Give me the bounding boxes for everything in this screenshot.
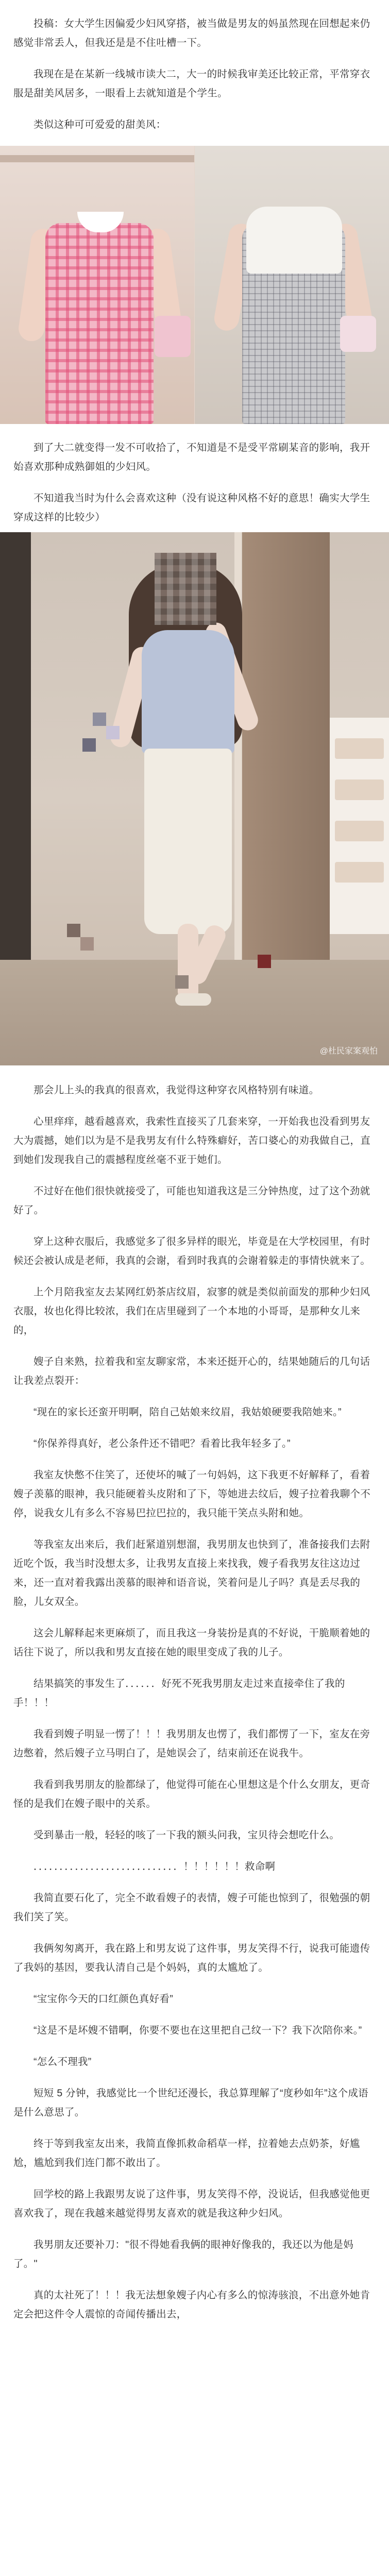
mosaic-block <box>82 738 96 752</box>
article-paragraph: “怎么不理我” <box>33 2056 92 2067</box>
mosaic-block <box>106 726 120 739</box>
pink-plaid-dress <box>45 223 154 424</box>
article-paragraph: 类似这种可可爱爱的甜美风： <box>33 119 166 130</box>
article-paragraph: 不过好在他们很快就接受了，可能也知道我这是三分钟热度，过了这个劲就好了。 <box>13 1185 370 1216</box>
mosaic-block <box>258 955 271 968</box>
article-paragraph: 等我室友出来后，我们赶紧道别想溜，我男朋友也快到了，准备接我们去附近吃个饭，我当时没想太多，让我男友直接上来找我，嫂子看我男友往这边过来，还一直对着我露出羡慕的眼神和语音说，笑着问是儿子吗？真是丢尽我的脸，儿女双全。 <box>13 1539 370 1607</box>
article-paragraph: 我室友快憋不住笑了，还使坏的喊了一句妈妈，这下我更不好解释了，看着嫂子羡慕的眼神，我只能硬着头皮附和了下，等她进去纹后，嫂子拉着我聊个不停，说我女儿有多么不容易巴拉巴拉的，我只能干笑点头附和她。 <box>13 1469 371 1519</box>
article-paragraph: 不知道我当时为什么会喜欢这种（没有说这种风格不好的意思！确实大学生穿成这样的比较少） <box>13 493 370 523</box>
article-paragraph: 我现在是在某新一线城市读大二，大一的时候我审美还比较正常，平常穿衣服是甜美风居多，一眼看上去就知道是个学生。 <box>13 69 370 99</box>
article-paragraph: ．．．．．．．．．．．．．．．．．．．．．．．．．．．．！！！！！！救命啊 <box>33 1861 276 1872</box>
article-paragraph: 心里痒痒，越看越喜欢，我索性直接买了几套来穿，一开始我也没看到男友大为震撼，她们以为是不是我男友有什么特殊癖好，苦口婆心的劝我做自己，直到她们发现我自己的震撼程度丝毫不亚于她们。 <box>13 1116 371 1165</box>
mosaic-block <box>93 713 106 726</box>
article-paragraph: 到了大二就变得一发不可收拾了，不知道是不是受平常刷某音的影响，我开始喜欢那种成熟御姐的少妇风。 <box>13 442 370 472</box>
shoe-box <box>335 779 384 800</box>
article-paragraph: 我看到我男朋友的脸都绿了，他觉得可能在心里想这是个什么女朋友，更奇怪的是我们在嫂子眼中的关系。 <box>13 1779 370 1809</box>
article-paragraph: 我俩匆匆离开，我在路上和男友说了这件事，男友笑得不行，说我可能遗传了我妈的基因，要我认清自己是个妈妈，真的太尴尬了。 <box>13 1943 370 1973</box>
article-paragraph: 回学校的路上我跟男友说了这件事，男友笑得不停，没说话，但我感觉他更喜欢我了，现在我越来越觉得男友喜欢的就是我这种少妇风。 <box>13 2189 370 2219</box>
white-top <box>246 207 342 274</box>
article-paragraph: 上个月陪我室友去某网红奶茶店纹眉，寂寥的就是类似前面发的那种少妇风衣服，妆也化得比较浓，我们在店里碰到了一个本地的小哥哥，是那种女儿来的， <box>13 1286 370 1336</box>
article-paragraph: 投稿：女大学生因偏爱少妇风穿搭，被当做是男友的妈虽然现在回想起来仍感觉非常丢人，但我还是是不住吐槽一下。 <box>13 18 370 48</box>
mosaic-block <box>80 937 94 951</box>
blue-knit-top <box>142 630 234 754</box>
article-paragraph: 短短 5 分钟，我感觉比一个世纪还漫长，我总算理解了“度秒如年”这个成语是什么意思了。 <box>13 2088 368 2118</box>
article-paragraph: 我简直要石化了，完全不敢看嫂子的表情，嫂子可能也惊到了，很勉强的朝我们笑了笑。 <box>13 1892 370 1923</box>
article-paragraph: 穿上这种衣服后，我感觉多了很多异样的眼光，毕竟是在大学校园里，有时候还会被认成是老师，我真的会谢，看到时我真的会谢着躲走的事情快就来了。 <box>13 1236 371 1266</box>
article-paragraph: “你保养得真好，老公条件还不错吧？看着比我年轻多了。” <box>33 1438 291 1449</box>
article-paragraph: 那会儿上头的我真的很喜欢，我觉得这种穿衣风格特别有味道。 <box>33 1084 319 1096</box>
sweet-style-photo <box>0 146 389 424</box>
mature-style-photo <box>0 532 389 1065</box>
white-midi-skirt <box>144 749 232 934</box>
article-paragraph: 受到暴击一般，轻轻的咳了一下我的额头问我，宝贝待会想吃什么。 <box>33 1829 340 1841</box>
article-paragraph: “这是不是坏嫂不错啊，你要不要也在这里把自己纹一下？我下次陪你来。” <box>33 2025 362 2036</box>
article-paragraph: 结果搞笑的事发生了．．．．．．好死不死我男朋友走过来直接牵住了我的手！！！ <box>13 1678 345 1708</box>
handbag <box>155 316 191 357</box>
article-paragraph: “现在的家长还蛮开明啊，陪自己姑娘来纹眉，我姑娘硬要我陪她来。” <box>33 1406 342 1418</box>
shoe-box <box>335 738 384 759</box>
article-paragraph: 这会儿解释起来更麻烦了，而且我这一身装扮是真的不好说，干脆顺着她的话往下说了，所以我和男友直接在她的眼里变成了我的儿子。 <box>13 1628 370 1658</box>
shoe-box <box>335 862 384 883</box>
watermark: @杜民家案观怕 <box>319 1047 378 1056</box>
article-paragraph: 真的太社死了！！！我无法想象嫂子内心有多么的惊涛骇浪，不出意外她肯定会把这件令人震惊的奇闻传播出去， <box>13 2290 370 2320</box>
mosaic-block <box>67 924 80 937</box>
article-paragraph: 终于等到我室友出来，我简直像抓救命稻草一样，拉着她去点奶茶，好尴尬，尴尬到我们连门都不敢出了。 <box>13 2138 360 2168</box>
shoe-box <box>335 821 384 841</box>
heel-shoe <box>175 993 211 1006</box>
face-mosaic <box>155 553 216 625</box>
mosaic-block <box>175 975 189 989</box>
article-paragraph: 我男朋友还要补刀："很不得她看我俩的眼神好像我的，我还以为他是妈了。" <box>13 2239 354 2269</box>
article-paragraph: 我看到嫂子明显一愣了！！！我男朋友也愣了，我们都愣了一下，室友在旁边憋着，然后嫂子立马明白了，是她误会了，结束前还在说我牛。 <box>13 1728 370 1759</box>
shelf <box>0 155 194 162</box>
handbag <box>340 316 376 352</box>
article-paragraph: “宝宝你今天的口红颜色真好看” <box>33 1993 173 2005</box>
article-paragraph: 嫂子自来熟，拉着我和室友聊家常，本来还挺开心的，结果她随后的几句话让我差点裂开： <box>13 1356 370 1386</box>
